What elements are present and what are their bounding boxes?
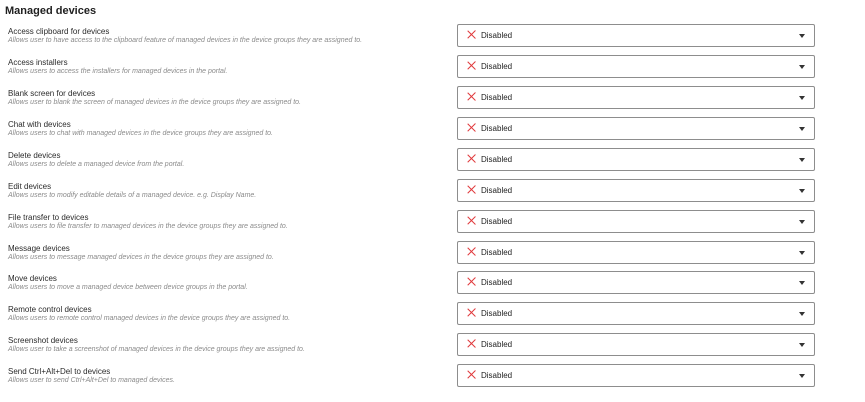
- permission-name: Screenshot devices: [8, 336, 78, 345]
- permission-row: [0, 179, 865, 210]
- dropdown-value: Disabled: [481, 217, 513, 226]
- permission-dropdown[interactable]: [457, 117, 815, 140]
- x-icon: [467, 92, 476, 101]
- x-icon: [467, 61, 476, 70]
- permission-description: Allows users to delete a managed device from the portal.: [8, 161, 185, 168]
- permission-name: Access clipboard for devices: [8, 27, 110, 36]
- permission-name: Send Ctrl+Alt+Del to devices: [8, 367, 111, 376]
- permission-dropdown[interactable]: [457, 241, 815, 264]
- dropdown-value: Disabled: [481, 31, 513, 40]
- permission-dropdown[interactable]: [457, 24, 815, 47]
- caret-down-icon: [799, 127, 805, 131]
- permission-dropdown[interactable]: [457, 55, 815, 78]
- permission-name: Message devices: [8, 244, 70, 253]
- permission-dropdown[interactable]: [457, 271, 815, 294]
- permission-description: Allows users to modify editable details of a managed device. e.g. Display Name.: [8, 192, 257, 199]
- x-icon: [467, 216, 476, 225]
- permission-name: File transfer to devices: [8, 213, 89, 222]
- section-title: Managed devices: [5, 5, 97, 17]
- permission-dropdown[interactable]: [457, 148, 815, 171]
- permission-description: Allows users to remote control managed devices in the device groups they are assigned to.: [8, 315, 291, 322]
- permission-dropdown[interactable]: [457, 86, 815, 109]
- caret-down-icon: [799, 220, 805, 224]
- x-icon: [467, 308, 476, 317]
- dropdown-value: Disabled: [481, 93, 513, 102]
- caret-down-icon: [799, 96, 805, 100]
- permission-row: [0, 302, 865, 333]
- x-icon: [467, 370, 476, 379]
- dropdown-value: Disabled: [481, 371, 513, 380]
- permission-row: [0, 210, 865, 241]
- permission-name: Remote control devices: [8, 305, 92, 314]
- permission-description: Allows user to blank the screen of managed devices in the device groups they are assigned to.: [8, 99, 302, 106]
- dropdown-value: Disabled: [481, 186, 513, 195]
- dropdown-value: Disabled: [481, 62, 513, 71]
- permission-row: [0, 333, 865, 364]
- permission-description: Allows users to access the installers for managed devices in the portal.: [8, 68, 228, 75]
- x-icon: [467, 185, 476, 194]
- caret-down-icon: [799, 65, 805, 69]
- permission-row: [0, 271, 865, 302]
- permission-name: Edit devices: [8, 182, 52, 191]
- permission-row: [0, 86, 865, 117]
- caret-down-icon: [799, 343, 805, 347]
- caret-down-icon: [799, 251, 805, 255]
- caret-down-icon: [799, 189, 805, 193]
- permission-name: Chat with devices: [8, 120, 71, 129]
- permission-description: Allows user to have access to the clipboard feature of managed devices in the device groups they are assigned to.: [8, 37, 363, 44]
- permission-name: Delete devices: [8, 151, 61, 160]
- dropdown-value: Disabled: [481, 309, 513, 318]
- permission-description: Allows user to take a screenshot of managed devices in the device groups they are assigned to.: [8, 346, 305, 353]
- permission-dropdown[interactable]: [457, 333, 815, 356]
- caret-down-icon: [799, 281, 805, 285]
- x-icon: [467, 30, 476, 39]
- permission-description: Allows users to file transfer to managed devices in the device groups they are assigned to.: [8, 223, 288, 230]
- dropdown-value: Disabled: [481, 340, 513, 349]
- caret-down-icon: [799, 312, 805, 316]
- permission-row: [0, 117, 865, 148]
- caret-down-icon: [799, 34, 805, 38]
- dropdown-value: Disabled: [481, 124, 513, 133]
- x-icon: [467, 123, 476, 132]
- permission-dropdown[interactable]: [457, 210, 815, 233]
- permission-row: [0, 24, 865, 55]
- dropdown-value: Disabled: [481, 278, 513, 287]
- x-icon: [467, 339, 476, 348]
- dropdown-value: Disabled: [481, 155, 513, 164]
- x-icon: [467, 247, 476, 256]
- x-icon: [467, 154, 476, 163]
- x-icon: [467, 277, 476, 286]
- caret-down-icon: [799, 158, 805, 162]
- permission-dropdown[interactable]: [457, 364, 815, 387]
- permission-row: [0, 148, 865, 179]
- permission-description: Allows users to chat with managed devices in the device groups they are assigned to.: [8, 130, 273, 137]
- permission-name: Access installers: [8, 58, 68, 67]
- permission-dropdown[interactable]: [457, 302, 815, 325]
- permission-description: Allows user to send Ctrl+Alt+Del to managed devices.: [8, 377, 175, 384]
- permission-name: Move devices: [8, 274, 57, 283]
- permission-description: Allows users to message managed devices in the device groups they are assigned to.: [8, 254, 274, 261]
- caret-down-icon: [799, 374, 805, 378]
- permission-name: Blank screen for devices: [8, 89, 96, 98]
- permission-dropdown[interactable]: [457, 179, 815, 202]
- permission-row: [0, 55, 865, 86]
- permission-row: [0, 364, 865, 395]
- permission-description: Allows users to move a managed device between device groups in the portal.: [8, 284, 248, 291]
- permission-row: [0, 241, 865, 272]
- dropdown-value: Disabled: [481, 248, 513, 257]
